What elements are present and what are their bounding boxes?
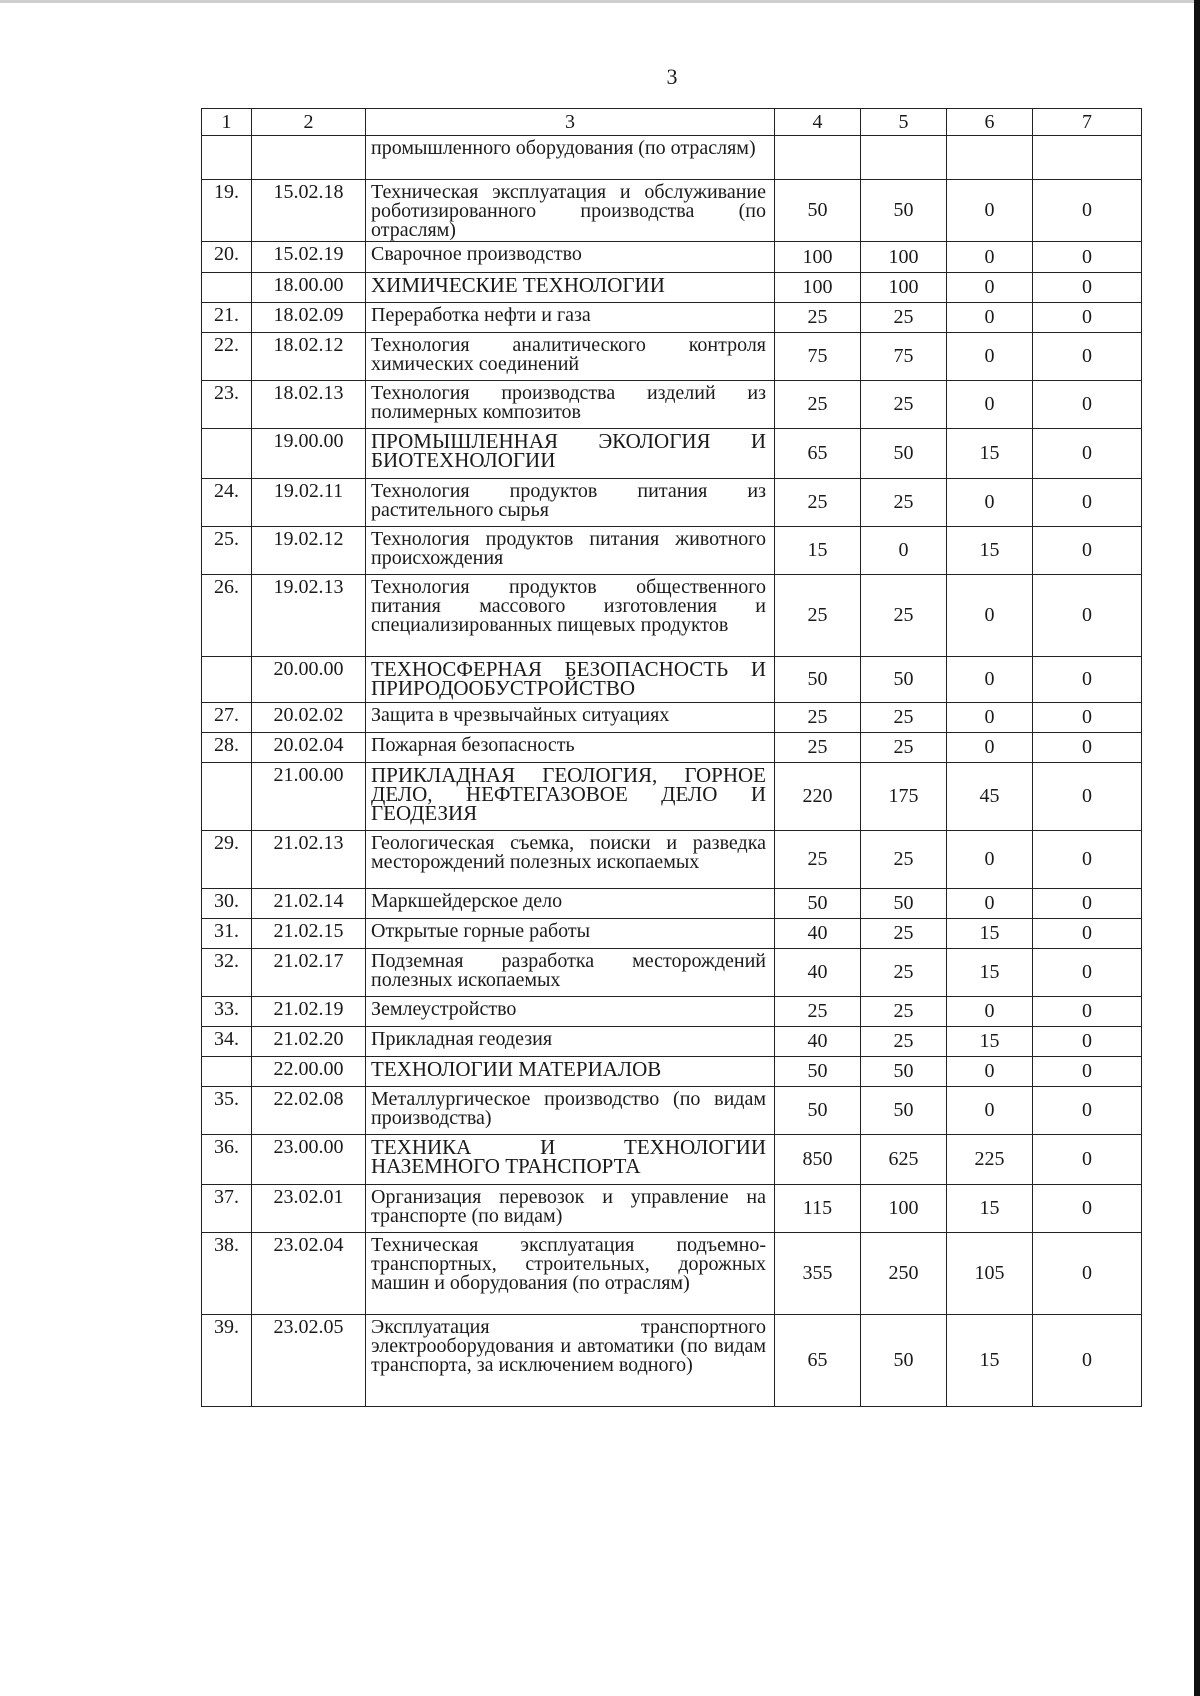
row-number-cell: 29. <box>202 831 252 889</box>
value-cell-col6: 15 <box>947 1315 1033 1407</box>
value-cell-col4: 220 <box>775 763 861 831</box>
code-cell: 21.02.13 <box>252 831 366 889</box>
row-number-cell <box>202 657 252 703</box>
value-cell-col6: 0 <box>947 479 1033 527</box>
value-cell-col6: 0 <box>947 703 1033 733</box>
header-cell: 4 <box>775 109 861 136</box>
name-cell: Техническая эксплуатация и обслуживание роботизированного производства (по отраслям) <box>366 180 775 242</box>
admission-table <box>201 108 1142 1407</box>
name-cell: Металлургическое производство (по видам производства) <box>366 1087 775 1135</box>
code-cell: 19.02.11 <box>252 479 366 527</box>
name-cell: промышленного оборудования (по отраслям) <box>366 136 775 180</box>
code-cell: 21.02.19 <box>252 997 366 1027</box>
value-cell-col4: 25 <box>775 381 861 429</box>
code-cell: 20.00.00 <box>252 657 366 703</box>
name-cell: Технология продуктов питания животного происхождения <box>366 527 775 575</box>
value-cell-col7: 0 <box>1033 575 1142 657</box>
name-cell: Технология аналитического контроля химических соединений <box>366 333 775 381</box>
code-cell: 19.02.12 <box>252 527 366 575</box>
value-cell-col5: 25 <box>861 997 947 1027</box>
header-cell: 1 <box>202 109 252 136</box>
row-number-cell: 32. <box>202 949 252 997</box>
value-cell-col5: 50 <box>861 889 947 919</box>
row-number-cell: 20. <box>202 242 252 273</box>
value-cell-col5: 25 <box>861 733 947 763</box>
value-cell-col5: 25 <box>861 1027 947 1057</box>
value-cell-col7 <box>1033 136 1142 180</box>
row-number-cell: 25. <box>202 527 252 575</box>
value-cell-col4: 15 <box>775 527 861 575</box>
value-cell-col6: 0 <box>947 575 1033 657</box>
value-cell-col6: 0 <box>947 180 1033 242</box>
value-cell-col5: 50 <box>861 1087 947 1135</box>
value-cell-col5: 25 <box>861 949 947 997</box>
value-cell-col7: 0 <box>1033 919 1142 949</box>
value-cell-col7: 0 <box>1033 703 1142 733</box>
name-cell: Организация перевозок и управление на транспорте (по видам) <box>366 1185 775 1233</box>
code-cell: 21.02.17 <box>252 949 366 997</box>
value-cell-col7: 0 <box>1033 303 1142 333</box>
value-cell-col6: 15 <box>947 527 1033 575</box>
value-cell-col6: 0 <box>947 1087 1033 1135</box>
value-cell-col4: 50 <box>775 657 861 703</box>
code-cell: 23.00.00 <box>252 1135 366 1185</box>
value-cell-col7: 0 <box>1033 1057 1142 1087</box>
value-cell-col4: 25 <box>775 303 861 333</box>
value-cell-col4: 65 <box>775 1315 861 1407</box>
table-row <box>202 1233 1142 1315</box>
name-cell: Переработка нефти и газа <box>366 303 775 333</box>
name-cell: ТЕХНОСФЕРНАЯ БЕЗОПАСНОСТЬ И ПРИРОДООБУСТРОЙСТВО <box>366 657 775 703</box>
scan-right-edge <box>1194 0 1200 1696</box>
code-cell: 22.02.08 <box>252 1087 366 1135</box>
name-cell: Защита в чрезвычайных ситуациях <box>366 703 775 733</box>
row-number-cell: 30. <box>202 889 252 919</box>
code-cell <box>252 136 366 180</box>
value-cell-col7: 0 <box>1033 1135 1142 1185</box>
value-cell-col4: 25 <box>775 703 861 733</box>
table-row <box>202 949 1142 997</box>
value-cell-col4: 25 <box>775 997 861 1027</box>
value-cell-col5: 25 <box>861 831 947 889</box>
header-row <box>202 109 1142 136</box>
row-number-cell <box>202 136 252 180</box>
name-cell: Сварочное производство <box>366 242 775 273</box>
row-number-cell: 26. <box>202 575 252 657</box>
row-number-cell <box>202 273 252 303</box>
value-cell-col7: 0 <box>1033 479 1142 527</box>
name-cell: Техническая эксплуатация подъемно-транспортных, строительных, дорожных машин и оборудования (по отраслям) <box>366 1233 775 1315</box>
name-cell: ХИМИЧЕСКИЕ ТЕХНОЛОГИИ <box>366 273 775 303</box>
value-cell-col6: 15 <box>947 949 1033 997</box>
code-cell: 21.02.15 <box>252 919 366 949</box>
name-cell: Эксплуатация транспортного электрооборудования и автоматики (по видам транспорта, за исключением водного) <box>366 1315 775 1407</box>
code-cell: 18.02.09 <box>252 303 366 333</box>
name-cell: Подземная разработка месторождений полезных ископаемых <box>366 949 775 997</box>
value-cell-col7: 0 <box>1033 997 1142 1027</box>
name-cell: Технология продуктов общественного питания массового изготовления и специализированных пищевых продуктов <box>366 575 775 657</box>
code-cell: 18.00.00 <box>252 273 366 303</box>
table-row <box>202 889 1142 919</box>
value-cell-col5: 50 <box>861 657 947 703</box>
name-cell: Пожарная безопасность <box>366 733 775 763</box>
value-cell-col7: 0 <box>1033 1087 1142 1135</box>
value-cell-col7: 0 <box>1033 657 1142 703</box>
value-cell-col6: 0 <box>947 997 1033 1027</box>
name-cell: Маркшейдерское дело <box>366 889 775 919</box>
value-cell-col7: 0 <box>1033 1233 1142 1315</box>
code-cell: 22.00.00 <box>252 1057 366 1087</box>
table-row <box>202 136 1142 180</box>
value-cell-col6: 0 <box>947 242 1033 273</box>
value-cell-col4: 75 <box>775 333 861 381</box>
value-cell-col7: 0 <box>1033 1315 1142 1407</box>
table-row <box>202 180 1142 242</box>
value-cell-col6: 0 <box>947 273 1033 303</box>
name-cell: ТЕХНИКА И ТЕХНОЛОГИИ НАЗЕМНОГО ТРАНСПОРТА <box>366 1135 775 1185</box>
table-row <box>202 1027 1142 1057</box>
value-cell-col6: 0 <box>947 333 1033 381</box>
name-cell: Прикладная геодезия <box>366 1027 775 1057</box>
value-cell-col4: 115 <box>775 1185 861 1233</box>
name-cell: Технология продуктов питания из растительного сырья <box>366 479 775 527</box>
row-number-cell <box>202 763 252 831</box>
table-row <box>202 997 1142 1027</box>
value-cell-col4 <box>775 136 861 180</box>
value-cell-col5: 25 <box>861 703 947 733</box>
name-cell: Открытые горные работы <box>366 919 775 949</box>
value-cell-col7: 0 <box>1033 429 1142 479</box>
value-cell-col4: 50 <box>775 180 861 242</box>
value-cell-col6: 105 <box>947 1233 1033 1315</box>
value-cell-col6: 15 <box>947 1027 1033 1057</box>
value-cell-col6: 0 <box>947 831 1033 889</box>
value-cell-col4: 40 <box>775 949 861 997</box>
page-number: 3 <box>666 64 678 89</box>
value-cell-col5: 175 <box>861 763 947 831</box>
value-cell-col5: 25 <box>861 479 947 527</box>
table-row <box>202 479 1142 527</box>
row-number-cell: 36. <box>202 1135 252 1185</box>
code-cell: 19.00.00 <box>252 429 366 479</box>
value-cell-col6: 0 <box>947 733 1033 763</box>
table-row <box>202 242 1142 273</box>
value-cell-col5: 25 <box>861 303 947 333</box>
name-cell: ПРОМЫШЛЕННАЯ ЭКОЛОГИЯ И БИОТЕХНОЛОГИИ <box>366 429 775 479</box>
table-row <box>202 1185 1142 1233</box>
value-cell-col6: 15 <box>947 429 1033 479</box>
value-cell-col7: 0 <box>1033 333 1142 381</box>
value-cell-col4: 50 <box>775 1087 861 1135</box>
value-cell-col6: 0 <box>947 657 1033 703</box>
value-cell-col5: 100 <box>861 273 947 303</box>
table-row <box>202 1315 1142 1407</box>
value-cell-col7: 0 <box>1033 273 1142 303</box>
value-cell-col4: 100 <box>775 273 861 303</box>
row-number-cell: 37. <box>202 1185 252 1233</box>
value-cell-col4: 25 <box>775 831 861 889</box>
section-row <box>202 1057 1142 1087</box>
value-cell-col6 <box>947 136 1033 180</box>
value-cell-col6: 15 <box>947 919 1033 949</box>
header-cell: 2 <box>252 109 366 136</box>
table-row <box>202 381 1142 429</box>
row-number-cell: 38. <box>202 1233 252 1315</box>
value-cell-col7: 0 <box>1033 180 1142 242</box>
value-cell-col4: 25 <box>775 575 861 657</box>
value-cell-col6: 225 <box>947 1135 1033 1185</box>
table-row <box>202 919 1142 949</box>
section-row <box>202 657 1142 703</box>
value-cell-col4: 65 <box>775 429 861 479</box>
value-cell-col6: 0 <box>947 1057 1033 1087</box>
header-cell: 5 <box>861 109 947 136</box>
value-cell-col5: 50 <box>861 1057 947 1087</box>
row-number-cell: 31. <box>202 919 252 949</box>
value-cell-col5: 50 <box>861 180 947 242</box>
value-cell-col7: 0 <box>1033 242 1142 273</box>
table-row <box>202 333 1142 381</box>
value-cell-col7: 0 <box>1033 733 1142 763</box>
header-cell: 6 <box>947 109 1033 136</box>
value-cell-col5: 75 <box>861 333 947 381</box>
name-cell: Геологическая съемка, поиски и разведка месторождений полезных ископаемых <box>366 831 775 889</box>
row-number-cell: 39. <box>202 1315 252 1407</box>
row-number-cell: 28. <box>202 733 252 763</box>
value-cell-col7: 0 <box>1033 381 1142 429</box>
row-number-cell: 33. <box>202 997 252 1027</box>
value-cell-col7: 0 <box>1033 763 1142 831</box>
value-cell-col7: 0 <box>1033 889 1142 919</box>
value-cell-col4: 100 <box>775 242 861 273</box>
value-cell-col7: 0 <box>1033 1185 1142 1233</box>
row-number-cell: 35. <box>202 1087 252 1135</box>
table-body <box>202 109 1142 1407</box>
code-cell: 23.02.04 <box>252 1233 366 1315</box>
table-row <box>202 733 1142 763</box>
name-cell: ПРИКЛАДНАЯ ГЕОЛОГИЯ, ГОРНОЕ ДЕЛО, НЕФТЕГАЗОВОЕ ДЕЛО И ГЕОДЕЗИЯ <box>366 763 775 831</box>
value-cell-col5: 625 <box>861 1135 947 1185</box>
section-row <box>202 429 1142 479</box>
name-cell: Технология производства изделий из полимерных композитов <box>366 381 775 429</box>
value-cell-col6: 0 <box>947 303 1033 333</box>
value-cell-col5: 0 <box>861 527 947 575</box>
table-row <box>202 575 1142 657</box>
row-number-cell <box>202 429 252 479</box>
value-cell-col6: 0 <box>947 889 1033 919</box>
code-cell: 21.00.00 <box>252 763 366 831</box>
section-row <box>202 1135 1142 1185</box>
row-number-cell: 22. <box>202 333 252 381</box>
value-cell-col5: 25 <box>861 381 947 429</box>
section-row <box>202 273 1142 303</box>
table-row <box>202 831 1142 889</box>
value-cell-col4: 50 <box>775 1057 861 1087</box>
scan-top-edge <box>0 0 1200 3</box>
code-cell: 23.02.05 <box>252 1315 366 1407</box>
code-cell: 21.02.20 <box>252 1027 366 1057</box>
row-number-cell: 34. <box>202 1027 252 1057</box>
value-cell-col6: 0 <box>947 381 1033 429</box>
value-cell-col6: 45 <box>947 763 1033 831</box>
value-cell-col7: 0 <box>1033 527 1142 575</box>
value-cell-col5 <box>861 136 947 180</box>
code-cell: 15.02.18 <box>252 180 366 242</box>
code-cell: 15.02.19 <box>252 242 366 273</box>
section-row <box>202 763 1142 831</box>
value-cell-col7: 0 <box>1033 831 1142 889</box>
value-cell-col5: 100 <box>861 1185 947 1233</box>
code-cell: 23.02.01 <box>252 1185 366 1233</box>
table-row <box>202 527 1142 575</box>
value-cell-col4: 50 <box>775 889 861 919</box>
value-cell-col5: 50 <box>861 429 947 479</box>
table-row <box>202 1087 1142 1135</box>
value-cell-col4: 355 <box>775 1233 861 1315</box>
row-number-cell: 27. <box>202 703 252 733</box>
code-cell: 20.02.04 <box>252 733 366 763</box>
header-cell: 3 <box>366 109 775 136</box>
table-row <box>202 303 1142 333</box>
row-number-cell <box>202 1057 252 1087</box>
value-cell-col5: 250 <box>861 1233 947 1315</box>
name-cell: ТЕХНОЛОГИИ МАТЕРИАЛОВ <box>366 1057 775 1087</box>
table-row <box>202 703 1142 733</box>
value-cell-col5: 25 <box>861 919 947 949</box>
code-cell: 20.02.02 <box>252 703 366 733</box>
code-cell: 18.02.13 <box>252 381 366 429</box>
value-cell-col5: 25 <box>861 575 947 657</box>
row-number-cell: 21. <box>202 303 252 333</box>
value-cell-col6: 15 <box>947 1185 1033 1233</box>
code-cell: 21.02.14 <box>252 889 366 919</box>
name-cell: Землеустройство <box>366 997 775 1027</box>
row-number-cell: 23. <box>202 381 252 429</box>
value-cell-col4: 850 <box>775 1135 861 1185</box>
row-number-cell: 19. <box>202 180 252 242</box>
value-cell-col7: 0 <box>1033 1027 1142 1057</box>
code-cell: 19.02.13 <box>252 575 366 657</box>
header-cell: 7 <box>1033 109 1142 136</box>
value-cell-col5: 100 <box>861 242 947 273</box>
code-cell: 18.02.12 <box>252 333 366 381</box>
value-cell-col4: 40 <box>775 1027 861 1057</box>
value-cell-col4: 25 <box>775 733 861 763</box>
value-cell-col4: 40 <box>775 919 861 949</box>
row-number-cell: 24. <box>202 479 252 527</box>
value-cell-col7: 0 <box>1033 949 1142 997</box>
value-cell-col5: 50 <box>861 1315 947 1407</box>
value-cell-col4: 25 <box>775 479 861 527</box>
